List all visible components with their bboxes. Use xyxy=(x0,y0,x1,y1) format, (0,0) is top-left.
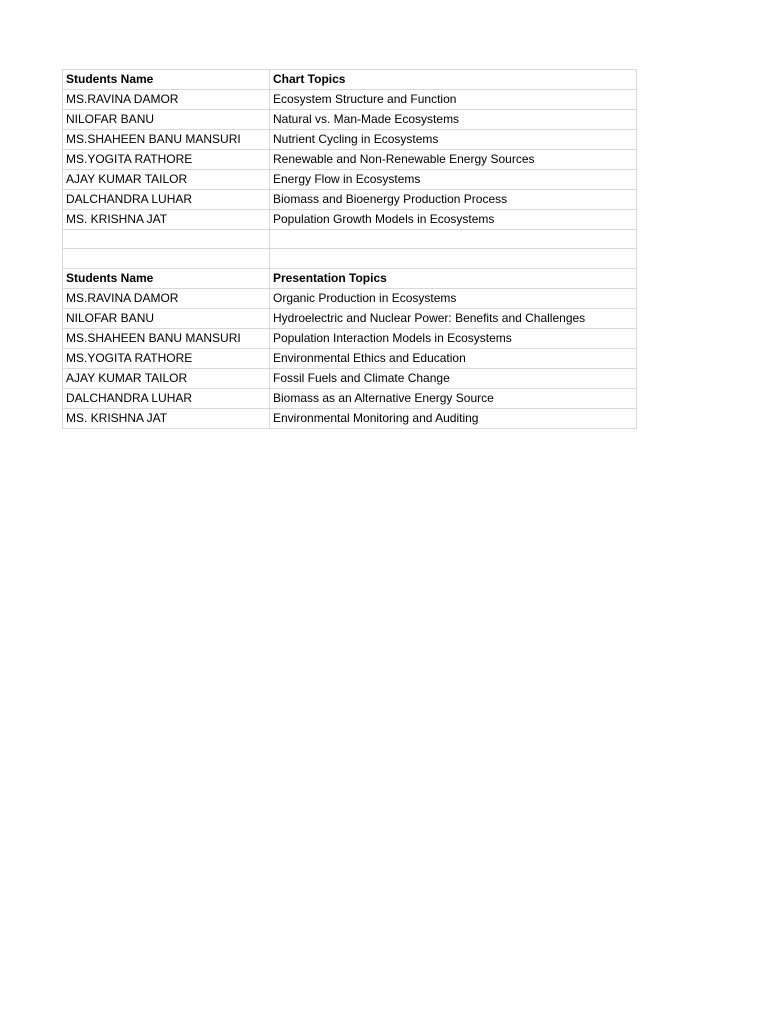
students-name-header: Students Name xyxy=(63,70,270,90)
chart-topic-cell: Energy Flow in Ecosystems xyxy=(270,170,637,190)
chart-topics-header: Chart Topics xyxy=(270,70,637,90)
table-row xyxy=(63,348,637,368)
table-row xyxy=(63,170,637,190)
table-row xyxy=(63,130,637,150)
empty-row xyxy=(63,230,637,249)
empty-cell xyxy=(270,230,637,249)
table-row xyxy=(63,388,637,408)
student-name-cell: AJAY KUMAR TAILOR xyxy=(63,368,270,388)
table-row xyxy=(63,408,637,428)
chart-topic-cell: Renewable and Non-Renewable Energy Sources xyxy=(270,150,637,170)
chart-header-row xyxy=(63,70,637,90)
table-row xyxy=(63,150,637,170)
topics-table xyxy=(62,69,637,429)
table-row xyxy=(63,110,637,130)
table-row xyxy=(63,328,637,348)
table-row xyxy=(63,308,637,328)
presentation-topic-cell: Environmental Ethics and Education xyxy=(270,348,637,368)
table-row xyxy=(63,288,637,308)
chart-topic-cell: Population Growth Models in Ecosystems xyxy=(270,210,637,230)
presentation-header-row xyxy=(63,268,637,288)
presentation-topic-cell: Environmental Monitoring and Auditing xyxy=(270,408,637,428)
students-name-header: Students Name xyxy=(63,268,270,288)
student-name-cell: MS. KRISHNA JAT xyxy=(63,408,270,428)
presentation-topic-cell: Biomass as an Alternative Energy Source xyxy=(270,388,637,408)
student-name-cell: MS.SHAHEEN BANU MANSURI xyxy=(63,130,270,150)
presentation-topic-cell: Organic Production in Ecosystems xyxy=(270,288,637,308)
presentation-topic-cell: Hydroelectric and Nuclear Power: Benefits and Challenges xyxy=(270,308,637,328)
chart-topic-cell: Natural vs. Man-Made Ecosystems xyxy=(270,110,637,130)
presentation-topic-cell: Fossil Fuels and Climate Change xyxy=(270,368,637,388)
student-name-cell: MS. KRISHNA JAT xyxy=(63,210,270,230)
student-name-cell: NILOFAR BANU xyxy=(63,110,270,130)
table-row xyxy=(63,90,637,110)
presentation-topics-header: Presentation Topics xyxy=(270,268,637,288)
student-name-cell: MS.RAVINA DAMOR xyxy=(63,288,270,308)
chart-topic-cell: Biomass and Bioenergy Production Process xyxy=(270,190,637,210)
chart-topic-cell: Ecosystem Structure and Function xyxy=(270,90,637,110)
chart-topic-cell: Nutrient Cycling in Ecosystems xyxy=(270,130,637,150)
student-name-cell: DALCHANDRA LUHAR xyxy=(63,190,270,210)
student-name-cell: AJAY KUMAR TAILOR xyxy=(63,170,270,190)
presentation-topic-cell: Population Interaction Models in Ecosystems xyxy=(270,328,637,348)
empty-cell xyxy=(270,249,637,268)
empty-row xyxy=(63,249,637,268)
table-row xyxy=(63,210,637,230)
student-name-cell: DALCHANDRA LUHAR xyxy=(63,388,270,408)
table-row xyxy=(63,368,637,388)
student-name-cell: NILOFAR BANU xyxy=(63,308,270,328)
student-name-cell: MS.RAVINA DAMOR xyxy=(63,90,270,110)
table-row xyxy=(63,190,637,210)
student-name-cell: MS.YOGITA RATHORE xyxy=(63,150,270,170)
student-name-cell: MS.SHAHEEN BANU MANSURI xyxy=(63,328,270,348)
student-name-cell: MS.YOGITA RATHORE xyxy=(63,348,270,368)
empty-cell xyxy=(63,230,270,249)
empty-cell xyxy=(63,249,270,268)
